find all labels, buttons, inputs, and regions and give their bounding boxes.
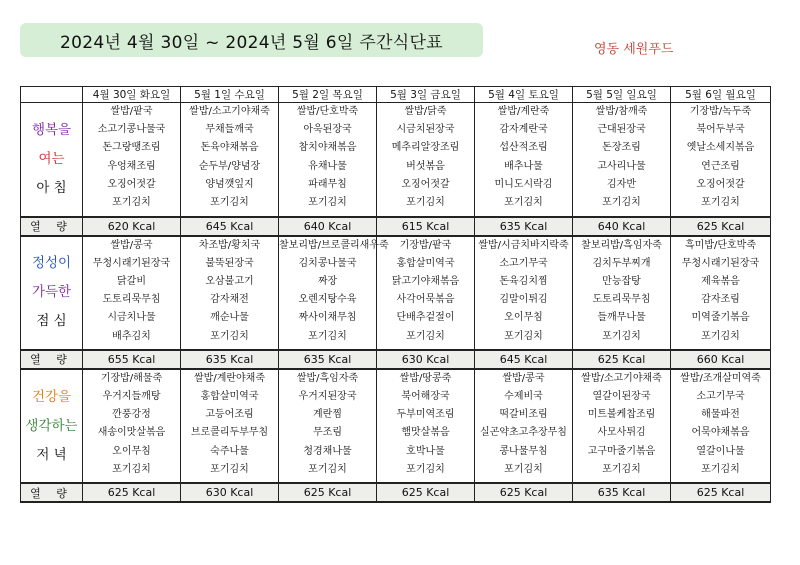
menu-item: 쌀밥/소고기야채죽 xyxy=(581,372,662,384)
lunch-label-line: 점 심 xyxy=(36,313,67,330)
menu-item: 새송이맛살볶음 xyxy=(97,427,166,439)
lunch-day-cell xyxy=(377,236,475,351)
menu-item: 사각어묵볶음 xyxy=(396,294,455,306)
kcal-value: 615 Kcal xyxy=(377,217,475,236)
breakfast-label-line: 행복을 xyxy=(31,122,72,138)
menu-item: 제육볶음 xyxy=(701,275,740,287)
menu-item: 홍합살미역국 xyxy=(396,257,455,269)
day-header: 5월 5일 일요일 xyxy=(573,87,671,103)
menu-item: 짜사이채무침 xyxy=(298,312,357,324)
menu-item: 사모사튀김 xyxy=(597,427,646,439)
dinner-label-line: 저 녁 xyxy=(36,446,67,463)
menu-item: 쌀밥/닭죽 xyxy=(404,106,447,117)
lunch-day-cell xyxy=(181,236,279,351)
day-header: 4월 30일 화요일 xyxy=(83,87,181,103)
lunch-day-cell xyxy=(475,236,573,351)
menu-item: 감자조림 xyxy=(701,294,740,306)
kcal-value: 635 Kcal xyxy=(573,483,671,502)
menu-item: 오징어젓갈 xyxy=(696,178,745,190)
menu-item: 시금치나물 xyxy=(107,312,156,324)
menu-item: 포기김치 xyxy=(406,196,445,208)
menu-item: 쌀밥/단호박죽 xyxy=(296,106,359,117)
menu-item: 떡갈비조림 xyxy=(499,409,548,421)
menu-item: 무조림 xyxy=(313,427,342,439)
menu-item: 쌀밥/소고기야채죽 xyxy=(189,106,270,117)
menu-item: 오삼불고기 xyxy=(205,275,254,287)
kcal-value: 655 Kcal xyxy=(83,350,181,369)
kcal-value: 625 Kcal xyxy=(83,483,181,502)
menu-item: 포기김치 xyxy=(308,196,347,208)
menu-item: 쌀밥/계란죽 xyxy=(497,106,550,117)
menu-item: 섭산적조림 xyxy=(499,142,548,154)
menu-item: 돈육김치찜 xyxy=(499,275,548,287)
menu-item: 깨순나물 xyxy=(210,312,249,324)
menu-item: 포기김치 xyxy=(701,463,740,475)
menu-item: 숙주나물 xyxy=(210,445,249,457)
menu-item: 무청시래기된장국 xyxy=(92,257,171,269)
menu-item: 무채들깨국 xyxy=(205,124,254,136)
menu-item: 포기김치 xyxy=(602,330,641,342)
breakfast-row xyxy=(21,103,771,218)
menu-item: 순두부/양념장 xyxy=(198,160,261,172)
menu-item: 콩나물무침 xyxy=(499,445,548,457)
menu-item: 기장밥/팥국 xyxy=(399,239,452,251)
menu-item: 옛날소세지볶음 xyxy=(686,142,755,154)
menu-item: 미역줄기볶음 xyxy=(691,312,750,324)
menu-item: 닭고기야채볶음 xyxy=(391,275,460,287)
menu-item: 짜장 xyxy=(317,275,338,287)
dinner-day-cell xyxy=(671,369,771,484)
breakfast-day-cell xyxy=(573,103,671,218)
breakfast-kcal-row xyxy=(21,217,771,236)
menu-item: 흑미밥/단호박죽 xyxy=(685,239,756,251)
menu-item: 포기김치 xyxy=(504,196,543,208)
menu-item: 우거지된장국 xyxy=(298,390,357,402)
breakfast-day-cell xyxy=(475,103,573,218)
menu-title: 2024년 4월 30일 ~ 2024년 5월 6일 주간식단표 xyxy=(20,23,483,57)
kcal-value: 630 Kcal xyxy=(181,483,279,502)
menu-item: 미니도시락김 xyxy=(494,178,553,190)
menu-item: 포기김치 xyxy=(112,463,151,475)
menu-item: 참치야채볶음 xyxy=(298,142,357,154)
menu-item: 실곤약초고추장무침 xyxy=(480,427,567,439)
menu-item: 홍합살미역국 xyxy=(200,390,259,402)
menu-item: 우거지들깨탕 xyxy=(102,390,161,402)
breakfast-label-line: 여는 xyxy=(38,151,65,167)
kcal-label: 열 량 xyxy=(21,483,83,502)
menu-item: 김치콩나물국 xyxy=(298,257,357,269)
company-name: 영동 세원푸드 xyxy=(594,42,674,57)
dinner-day-cell xyxy=(279,369,377,484)
menu-item: 쌀밥/땅콩죽 xyxy=(399,372,452,384)
lunch-day-cell xyxy=(83,236,181,351)
kcal-value: 645 Kcal xyxy=(181,217,279,236)
dinner-label xyxy=(21,369,83,484)
menu-item: 불뚝된장국 xyxy=(205,257,254,269)
menu-item: 단배추겉절이 xyxy=(396,312,455,324)
menu-item: 돈장조림 xyxy=(602,142,641,154)
breakfast-day-cell xyxy=(181,103,279,218)
menu-item: 포기김치 xyxy=(406,330,445,342)
menu-item: 쌀밥/계란야채죽 xyxy=(194,372,265,384)
breakfast-day-cell xyxy=(279,103,377,218)
menu-item: 브로콜리두부무침 xyxy=(190,427,269,439)
kcal-value: 630 Kcal xyxy=(377,350,475,369)
menu-item: 오징어젓갈 xyxy=(107,178,156,190)
dinner-day-cell xyxy=(573,369,671,484)
lunch-day-cell xyxy=(671,236,771,351)
menu-item: 유채나물 xyxy=(308,160,347,172)
menu-item: 포기김치 xyxy=(602,196,641,208)
menu-item: 어묵야채볶음 xyxy=(691,427,750,439)
menu-item: 김자반 xyxy=(607,178,636,190)
menu-item: 쌀밥/흑임자죽 xyxy=(296,372,359,384)
menu-item: 들깨무나물 xyxy=(597,312,646,324)
day-header: 5월 3일 금요일 xyxy=(377,87,475,103)
day-header: 5월 2일 목요일 xyxy=(279,87,377,103)
day-header: 5월 6일 월요일 xyxy=(671,87,771,103)
menu-item: 고구마줄기볶음 xyxy=(587,445,656,457)
menu-item: 만능잡탕 xyxy=(602,275,641,287)
menu-item: 오이무침 xyxy=(112,445,151,457)
menu-item: 돈그랑땡조림 xyxy=(102,142,161,154)
menu-item: 쌀밥/시금치바지락죽 xyxy=(478,239,569,251)
menu-item: 오이무침 xyxy=(504,312,543,324)
menu-item: 미트볼케찹조림 xyxy=(587,409,656,421)
dinner-day-cell xyxy=(181,369,279,484)
kcal-value: 625 Kcal xyxy=(573,350,671,369)
menu-item: 쌀밥/콩국 xyxy=(502,372,545,384)
menu-item: 쌀밥/콩국 xyxy=(110,239,153,251)
kcal-value: 640 Kcal xyxy=(573,217,671,236)
kcal-value: 635 Kcal xyxy=(181,350,279,369)
menu-item: 두부미역조림 xyxy=(396,409,455,421)
menu-item: 메추리알장조림 xyxy=(391,142,460,154)
lunch-row xyxy=(21,236,771,351)
menu-item: 소고기무국 xyxy=(499,257,548,269)
menu-item: 고등어조림 xyxy=(205,409,254,421)
menu-item: 깐풍강정 xyxy=(112,409,151,421)
dinner-kcal-row xyxy=(21,483,771,502)
menu-item: 해물파전 xyxy=(701,409,740,421)
menu-item: 찰보리밥/흑임자죽 xyxy=(581,239,662,251)
menu-item: 포기김치 xyxy=(112,196,151,208)
menu-item: 닭갈비 xyxy=(117,275,146,287)
menu-item: 포기김치 xyxy=(406,463,445,475)
menu-item: 소고기무국 xyxy=(696,390,745,402)
kcal-value: 625 Kcal xyxy=(671,217,771,236)
lunch-day-cell xyxy=(573,236,671,351)
menu-item: 양념깻잎지 xyxy=(205,178,254,190)
menu-item: 배추김치 xyxy=(112,330,151,342)
menu-item: 포기김치 xyxy=(210,330,249,342)
kcal-value: 645 Kcal xyxy=(475,350,573,369)
breakfast-label xyxy=(21,103,83,218)
menu-item: 연근조림 xyxy=(701,160,740,172)
menu-item: 포기김치 xyxy=(701,330,740,342)
kcal-label: 열 량 xyxy=(21,217,83,236)
dinner-day-cell xyxy=(475,369,573,484)
breakfast-label-line: 아 침 xyxy=(36,180,67,196)
day-header-row xyxy=(21,87,771,103)
lunch-label xyxy=(21,236,83,351)
menu-item: 햄맛살볶음 xyxy=(401,427,450,439)
menu-item: 김말이튀김 xyxy=(499,294,548,306)
lunch-label-line: 가득한 xyxy=(31,284,72,301)
menu-item: 쌀밥/팥국 xyxy=(110,106,153,117)
kcal-value: 625 Kcal xyxy=(377,483,475,502)
lunch-kcal-row xyxy=(21,350,771,369)
menu-item: 도토리묵무침 xyxy=(592,294,651,306)
menu-item: 감자계란국 xyxy=(499,124,548,136)
menu-item: 수제비국 xyxy=(504,390,543,402)
menu-item: 파래무침 xyxy=(308,178,347,190)
kcal-label: 열 량 xyxy=(21,350,83,369)
menu-item: 포기김치 xyxy=(504,463,543,475)
menu-item: 쌀밥/참깨죽 xyxy=(595,106,648,117)
breakfast-day-cell xyxy=(83,103,181,218)
menu-item: 포기김치 xyxy=(308,463,347,475)
breakfast-day-cell xyxy=(377,103,475,218)
menu-item: 북어두부국 xyxy=(696,124,745,136)
kcal-value: 625 Kcal xyxy=(671,483,771,502)
dinner-row xyxy=(21,369,771,484)
kcal-value: 635 Kcal xyxy=(279,350,377,369)
menu-item: 아욱된장국 xyxy=(303,124,352,136)
day-header: 5월 1일 수요일 xyxy=(181,87,279,103)
menu-item: 김치두부찌개 xyxy=(592,257,651,269)
menu-item: 열갈이된장국 xyxy=(592,390,651,402)
menu-item: 포기김치 xyxy=(210,463,249,475)
dinner-day-cell xyxy=(377,369,475,484)
menu-item: 기장밥/녹두죽 xyxy=(689,106,752,117)
menu-item: 근대된장국 xyxy=(597,124,646,136)
menu-item: 배추나물 xyxy=(504,160,543,172)
menu-item: 시금치된장국 xyxy=(396,124,455,136)
kcal-value: 620 Kcal xyxy=(83,217,181,236)
menu-item: 기장밥/해물죽 xyxy=(100,372,163,384)
menu-item: 쌀밥/조개살미역죽 xyxy=(680,372,761,384)
menu-item: 소고기콩나물국 xyxy=(97,124,166,136)
menu-item: 호박나물 xyxy=(406,445,445,457)
lunch-label-line: 정성이 xyxy=(31,255,72,272)
menu-item: 포기김치 xyxy=(504,330,543,342)
menu-item: 포기김치 xyxy=(210,196,249,208)
kcal-value: 635 Kcal xyxy=(475,217,573,236)
menu-item: 감자채전 xyxy=(210,294,249,306)
weekly-menu-table xyxy=(20,86,771,503)
menu-item: 찰보리밥/브로콜리새우죽 xyxy=(279,239,389,251)
breakfast-day-cell xyxy=(671,103,771,218)
menu-item: 오징어젓갈 xyxy=(401,178,450,190)
menu-item: 차조밥/황치국 xyxy=(198,239,261,251)
menu-item: 포기김치 xyxy=(701,196,740,208)
lunch-day-cell xyxy=(279,236,389,351)
menu-item: 무청시래기된장국 xyxy=(681,257,760,269)
corner-cell xyxy=(21,87,83,103)
menu-item: 도토리묵무침 xyxy=(102,294,161,306)
menu-item: 포기김치 xyxy=(602,463,641,475)
kcal-value: 625 Kcal xyxy=(279,483,377,502)
menu-item: 계란찜 xyxy=(313,409,342,421)
dinner-label-line: 생각하는 xyxy=(25,417,78,434)
dinner-day-cell xyxy=(83,369,181,484)
kcal-value: 625 Kcal xyxy=(475,483,573,502)
dinner-label-line: 건강을 xyxy=(31,388,72,405)
menu-item: 포기김치 xyxy=(308,330,347,342)
menu-item: 우엉채조림 xyxy=(107,160,156,172)
menu-item: 청경채나물 xyxy=(303,445,352,457)
kcal-value: 660 Kcal xyxy=(671,350,771,369)
menu-item: 오렌지탕수육 xyxy=(298,294,357,306)
menu-item: 북어해장국 xyxy=(401,390,450,402)
menu-item: 버섯볶음 xyxy=(406,160,445,172)
day-header: 5월 4일 토요일 xyxy=(475,87,573,103)
menu-item: 열갈이나물 xyxy=(696,445,745,457)
kcal-value: 640 Kcal xyxy=(279,217,377,236)
menu-item: 돈육야채볶음 xyxy=(200,142,259,154)
menu-item: 고사리나물 xyxy=(597,160,646,172)
